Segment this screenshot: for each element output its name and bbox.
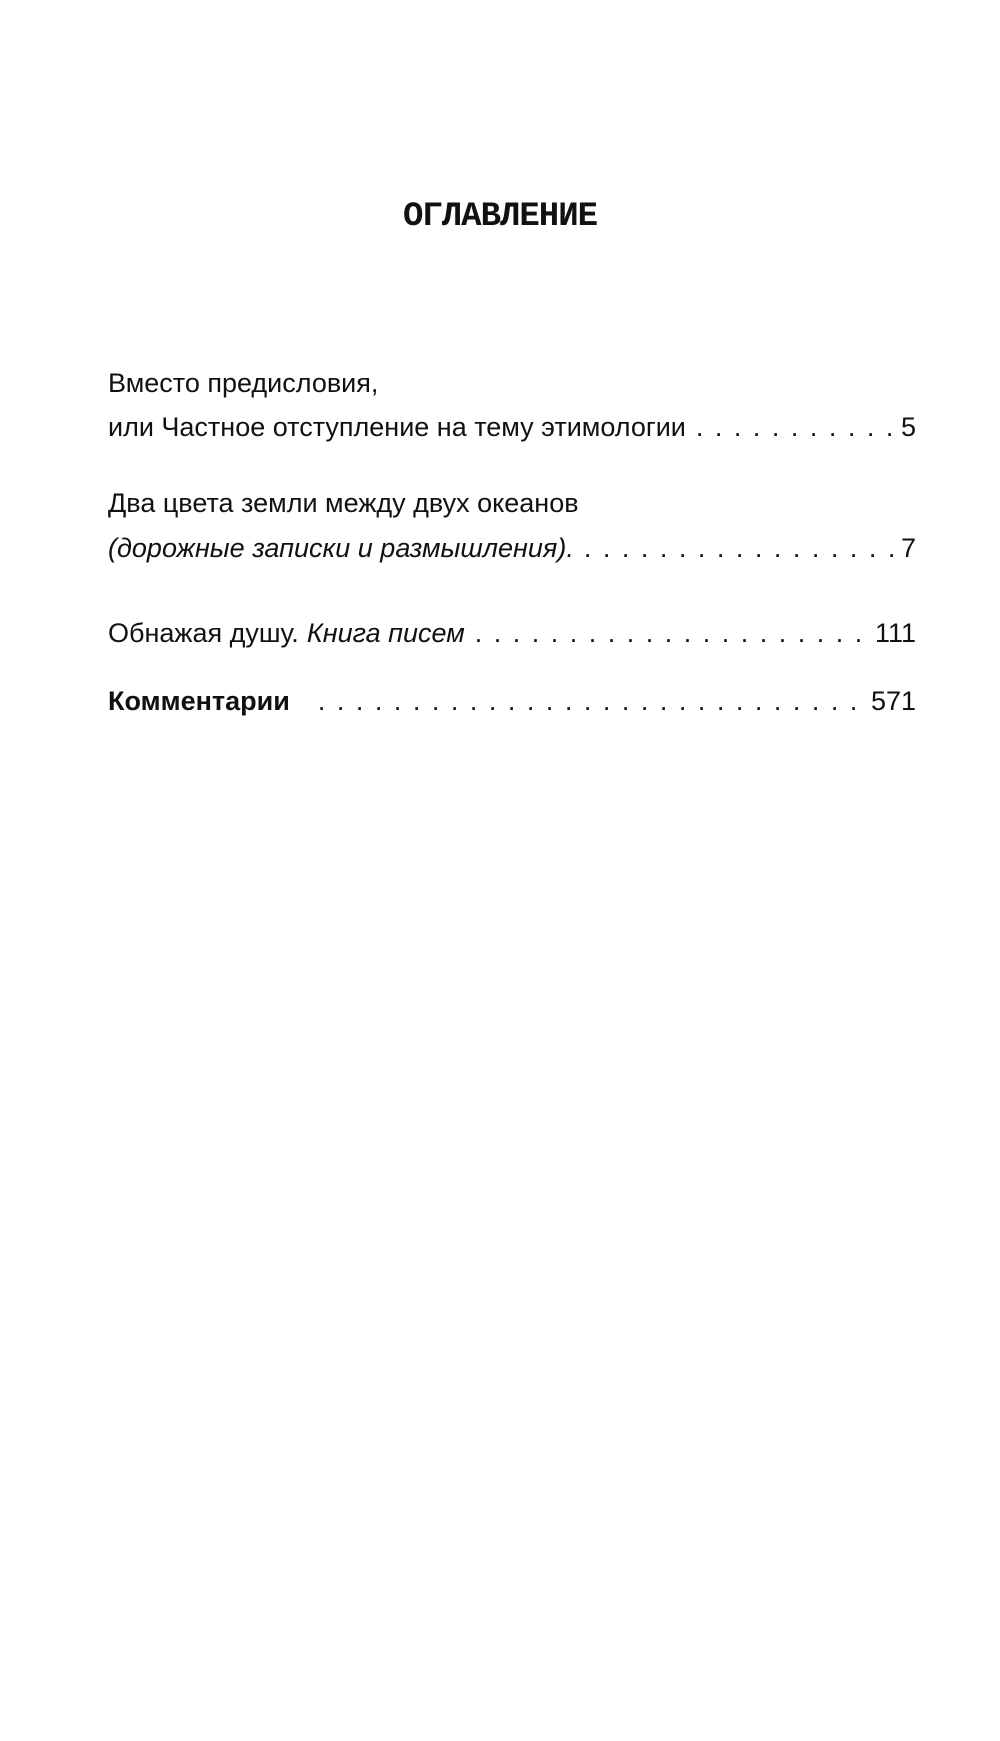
toc-entry-3[interactable]	[108, 615, 916, 651]
toc-page-number: 571	[870, 686, 916, 716]
toc-entry-2-line-1	[108, 485, 916, 521]
toc-entry-text: Комментарии	[108, 686, 290, 716]
page-title: ОГЛАВЛЕНИЕ	[402, 198, 598, 236]
toc-entry-text: или Частное отступление на тему этимологии	[108, 412, 686, 442]
dot-leader	[475, 615, 867, 651]
toc-entry-text: Два цвета земли между двух океанов	[108, 488, 579, 518]
toc-entry-1-line-2[interactable]	[108, 409, 916, 445]
toc-page-number: 111	[874, 618, 916, 648]
dot-leader	[696, 409, 893, 445]
toc-entry-1-line-1	[108, 365, 916, 401]
toc-page-number: 7	[900, 533, 916, 563]
toc-entry-subtitle: (дорожные записки и размышления).	[108, 533, 574, 563]
toc-page-number: 5	[900, 412, 916, 442]
toc-entry-text: Обнажая душу.	[108, 618, 299, 648]
toc-entry-text: Вместо предисловия,	[108, 368, 379, 398]
toc-entry-4[interactable]	[108, 683, 916, 719]
toc-entry-2-line-2[interactable]	[108, 530, 916, 566]
toc-entry-subtitle: Книга писем	[306, 618, 465, 648]
dot-leader	[318, 683, 863, 719]
dot-leader	[584, 530, 893, 566]
